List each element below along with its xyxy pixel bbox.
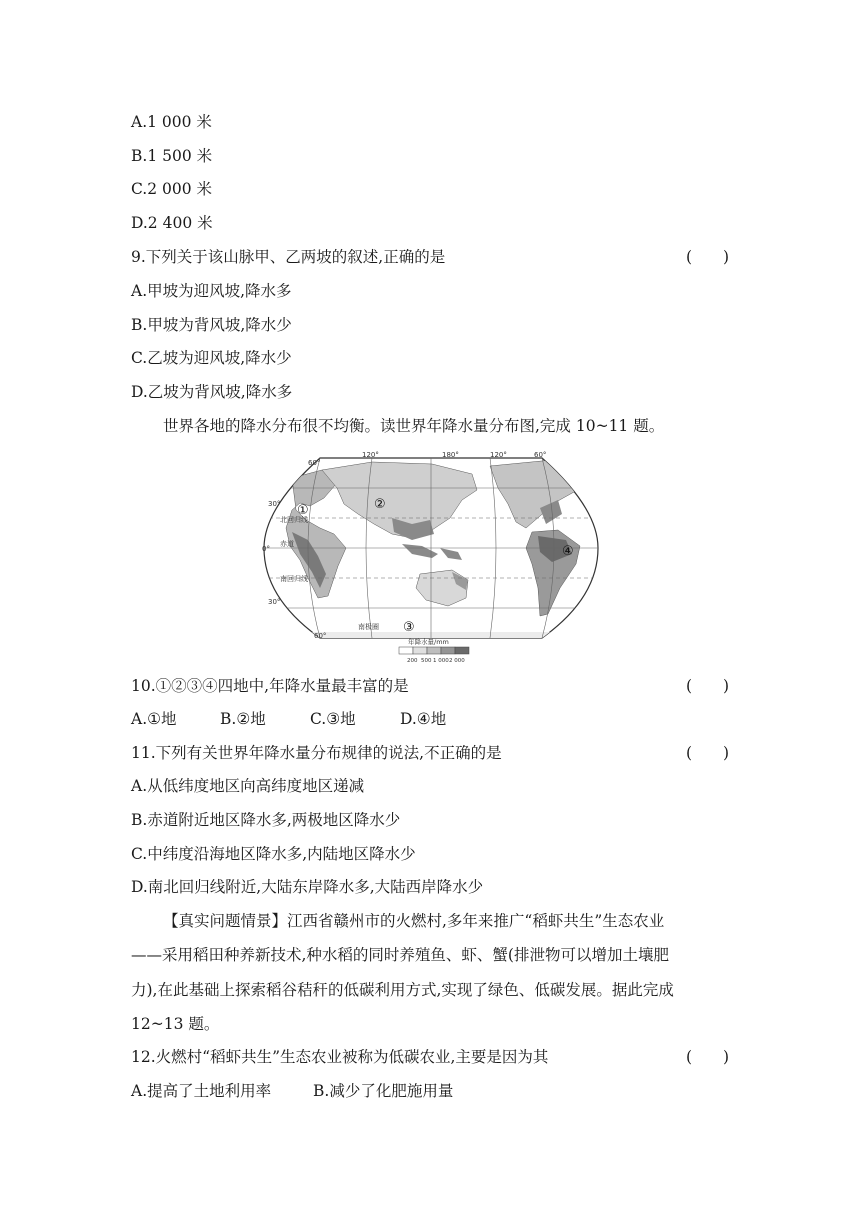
legend-swatches	[399, 647, 469, 654]
q11-option-c: C.中纬度沿海地区降水多,内陆地区降水少	[131, 845, 416, 863]
q8-option-a: A.1 000 米	[131, 113, 212, 131]
intro-10-11: 世界各地的降水分布很不均衡。读世界年降水量分布图,完成 10~11 题。	[163, 417, 665, 435]
legend-swatch	[413, 647, 427, 654]
lat-label: 30°	[268, 598, 281, 606]
q8-option-c: C.2 000 米	[131, 180, 213, 198]
marker-1: ①	[297, 503, 309, 518]
q12-option-a: A.提高了土地利用率	[131, 1082, 272, 1100]
lat-label: 0°	[262, 545, 270, 553]
context-12-13-line2: ——采用稻田种养新技术,种水稻的同时养殖鱼、虾、蟹(排泄物可以增加土壤肥	[131, 946, 669, 964]
q10-option-a: A.①地	[131, 710, 177, 728]
q10-stem: 10.①②③④四地中,年降水量最丰富的是	[131, 677, 409, 695]
context-12-13-line4: 12~13 题。	[131, 1015, 220, 1033]
q9-stem: 9.下列关于该山脉甲、乙两坡的叙述,正确的是	[131, 248, 446, 266]
q10-option-b: B.②地	[220, 710, 266, 728]
q8-option-d: D.2 400 米	[131, 214, 213, 232]
context-12-13-line1: 【真实问题情景】江西省赣州市的火燃村,多年来推广“稻虾共生”生态农业	[163, 912, 665, 930]
legend-swatch	[441, 647, 455, 654]
q10-options	[131, 709, 446, 729]
q9-option-a: A.甲坡为迎风坡,降水多	[131, 282, 292, 300]
q9-option-c: C.乙坡为迎风坡,降水少	[131, 349, 292, 367]
q11-answer-paren: ( )	[686, 744, 730, 762]
equator-label: 赤道	[280, 540, 294, 548]
q11-option-a: A.从低纬度地区向高纬度地区递减	[131, 777, 365, 795]
lat-label: 60°	[314, 632, 327, 640]
legend-tick: 200	[407, 658, 418, 664]
legend-swatch	[399, 647, 413, 654]
q10-option-d: D.④地	[400, 710, 447, 728]
legend-tick: 1 000	[433, 658, 449, 664]
q9-answer-paren: ( )	[686, 248, 730, 266]
lon-label: 60°	[308, 459, 321, 467]
q10-answer-paren: ( )	[686, 677, 730, 695]
q11-option-d: D.南北回归线附近,大陆东岸降水多,大陆西岸降水少	[131, 878, 484, 896]
q11-option-b: B.赤道附近地区降水多,两极地区降水少	[131, 811, 401, 829]
world-precipitation-map	[262, 448, 600, 668]
q9-option-b: B.甲坡为背风坡,降水少	[131, 316, 292, 334]
context-12-13-line3: 力),在此基础上探索稻谷秸秆的低碳利用方式,实现了绿色、低碳发展。据此完成	[131, 981, 674, 999]
lon-label: 60°	[534, 451, 547, 459]
legend-tick: 500	[421, 658, 432, 664]
lon-label: 120°	[490, 451, 507, 459]
tropic-cancer-label: 北回归线	[280, 516, 308, 524]
legend-swatch	[427, 647, 441, 654]
tropic-capricorn-label: 南回归线	[280, 575, 308, 583]
q10-option-c: C.③地	[310, 710, 356, 728]
lat-label: 30°	[268, 500, 281, 508]
marker-3: ③	[403, 620, 415, 635]
marker-4: ④	[562, 544, 574, 559]
q9-option-d: D.乙坡为背风坡,降水多	[131, 383, 293, 401]
legend-tick: 2 000	[449, 658, 465, 664]
q11-stem: 11.下列有关世界年降水量分布规律的说法,不正确的是	[131, 744, 502, 762]
antarctic-circle-label: 南极圈	[358, 623, 379, 631]
q12-answer-paren: ( )	[686, 1048, 730, 1066]
q12-stem: 12.火燃村“稻虾共生”生态农业被称为低碳农业,主要是因为其	[131, 1048, 549, 1066]
q12-option-b: B.减少了化肥施用量	[313, 1082, 454, 1100]
q8-option-b: B.1 500 米	[131, 147, 213, 165]
marker-2: ②	[374, 497, 386, 512]
lon-label: 180°	[442, 451, 459, 459]
q12-options	[131, 1081, 453, 1101]
legend-swatch	[455, 647, 469, 654]
legend-title: 年降水量/mm	[408, 638, 449, 646]
lon-label: 120°	[362, 451, 379, 459]
